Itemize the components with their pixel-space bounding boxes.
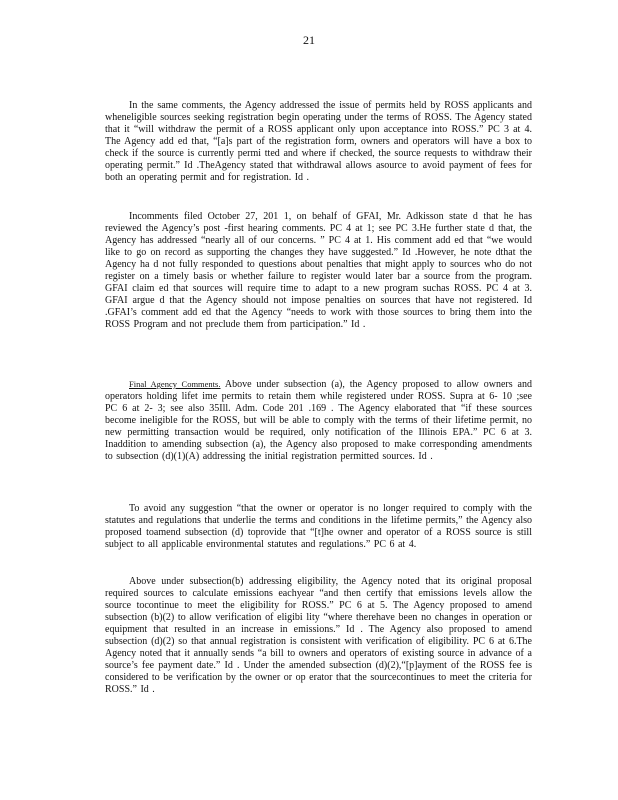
paragraph-gfai-comments	[105, 211, 532, 331]
paragraph-agency-permits	[105, 100, 532, 184]
paragraph-text: To avoid any suggestion “that the owner or operator is no longer required to comply with the statutes and regulations that underlie the terms and conditions in the lifetime permits,” the Agency also proposed toamend subsection (d) toprovide that “[t]he owner and operator of a ROSS source is still subject to all applicable environmental statutes and regulations.” PC 6 at 4.	[105, 503, 532, 550]
paragraph-final-agency-comments	[105, 378, 532, 463]
paragraph-eligibility	[105, 576, 532, 696]
paragraph-text: Above under subsection (a), the Agency proposed to allow owners and operators holding lifet ime permits to retain them while registered under ROSS. Supra at 6- 10 ;see PC 6 at 2- 3; see also 35Ill. Adm. Code 201 .169 . The Agency elaborated that “if these sources become ineligible for the ROSS, but will be able to comply with the terms of their lifetime permit, no new permitting transaction would be required, only notification of the Illinois EPA.” PC 6 at 3. Inaddition to amending subsection (a), the Agency also proposed to make corresponding amendments to subsection (d)(1)(A) addressing the initial registration permitted sources. Id .	[105, 379, 532, 462]
paragraph-text: Above under subsection(b) addressing eligibility, the Agency noted that its original proposal required sources to calculate emissions eachyear “and then certify that emissions levels allow the source tocontinue to meet the eligibility for ROSS.” PC 6 at 5. The Agency proposed to amend subsection (b)(2) to allow verification of eligibi lity “where therehave been no changes in operation or equipment that resulted in an increase in emissions.” Id . The Agency also proposed to amend subsection (d)(2) so that annual registration is consistent with verification of eligibility. PC 6 at 6.The Agency noted that it annually sends “a bill to owners and operators of existing source in advance of a source’s fee payment date.” Id . Under the amended subsection (d)(2),“[p]ayment of the ROSS fee is considered to be verification by the owner or op erator that the sourcecontinues to meet the criteria for ROSS.” Id .	[105, 576, 532, 695]
paragraph-text: Incomments filed October 27, 201 1, on behalf of GFAI, Mr. Adkisson state d that he has reviewed the Agency’s post -first hearing comments. PC 4 at 1; see PC 3.He further state d that, the Agency has addressed “nearly all of our concerns. ” PC 4 at 1. His comment add ed that “we would like to go on record as supporting the changes they have suggested.” Id .However, he note dthat the Agency ha d not fully responded to questions about penalties that might apply to sources who do not register on a timely basis or whether failure to register would later bar a source from the program. GFAI claim ed that sources will require time to adapt to a new program suchas ROSS. PC 4 at 3. GFAI argue d that the Agency should not impose penalties on sources that have not registered. Id .GFAI’s comment add ed that the Agency “needs to work with those sources to bring them into the ROSS Program and not preclude them from participation.” Id .	[105, 211, 532, 330]
section-heading: Final Agency Comments.	[129, 379, 221, 389]
paragraph-text: In the same comments, the Agency addressed the issue of permits held by ROSS applicants and wheneligible sources seeking registration begin operating under the terms of ROSS. The Agency stated that it “will withdraw the permit of a ROSS applicant only upon acceptance into ROSS.” PC 3 at 4. The Agency add ed that, “[a]s part of the registration form, owners and operators will have a box to check if the source is currently permi tted and where if checked, the source requests to withdraw their operating permit.” Id .TheAgency stated that withdrawal allows asource to avoid payment of fees for both an operating permit and for registration. Id .	[105, 100, 532, 183]
page-number: 21	[303, 33, 315, 47]
paragraph-lifetime-permits	[105, 503, 532, 551]
